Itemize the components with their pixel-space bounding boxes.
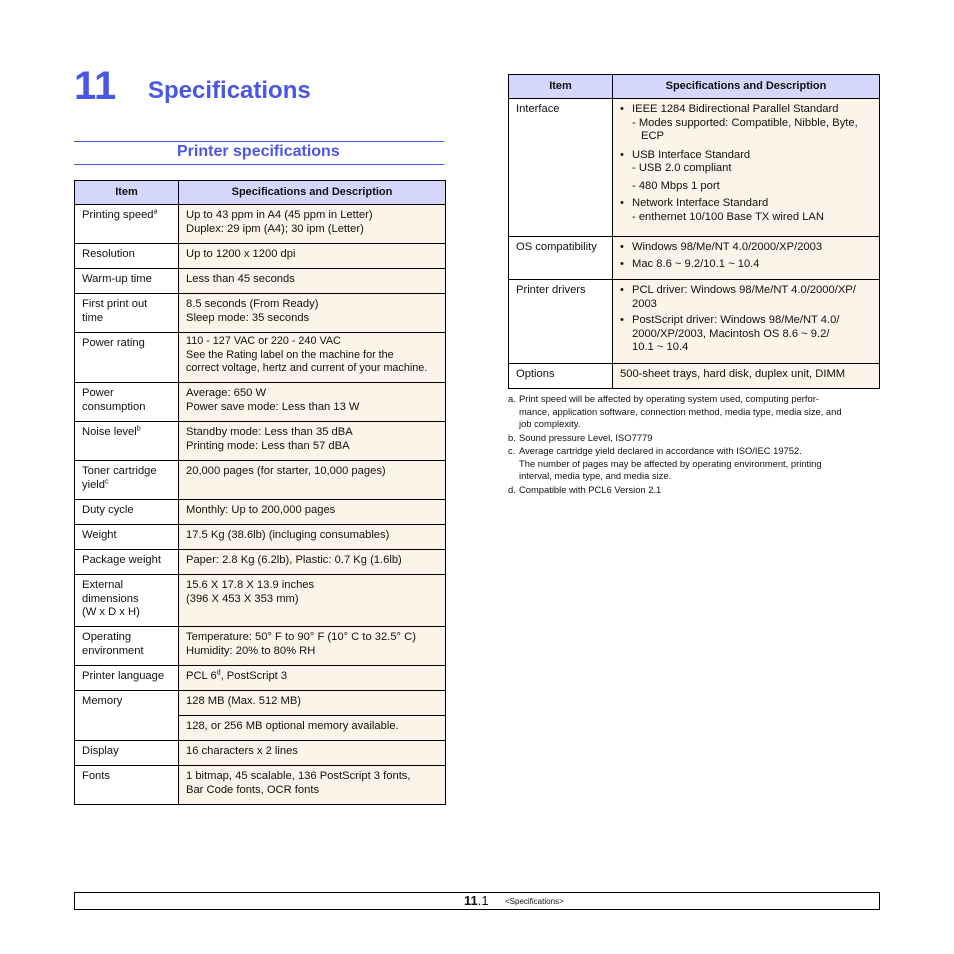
section-header [74,141,444,165]
list-item: • PCL driver: Windows 98/Me/NT 4.0/2000/XP/ 2003 [620,284,874,311]
row-value: 500-sheet trays, hard disk, duplex unit, DIMM [613,364,880,389]
table-row [75,766,446,805]
row-label: Printer language [75,666,179,691]
table-row [75,205,446,244]
table-row [75,500,446,525]
row-label: Options [509,364,613,389]
row-value: 110 - 127 VAC or 220 - 240 VAC See the Rating label on the machine for the correct voltage, hertz and current of your machine. [179,333,446,383]
table-row [75,244,446,269]
table-row [509,280,880,364]
table-row [509,364,880,389]
row-value: 128, or 256 MB optional memory available. [179,716,446,741]
row-value: 20,000 pages (for starter, 10,000 pages) [179,461,446,500]
interface-spec-table [508,74,880,389]
row-label: First print out time [75,294,179,333]
row-label: Resolution [75,244,179,269]
chapter-title: Specifications [148,77,311,104]
table-row [75,525,446,550]
footer-breadcrumb: <Specifications> [505,897,564,906]
row-value: Paper: 2.8 Kg (6.2lb), Plastic: 0.7 Kg (1.6lb) [179,550,446,575]
list-item: • Windows 98/Me/NT 4.0/2000/XP/2003 [620,241,874,255]
row-value: 16 characters x 2 lines [179,741,446,766]
row-value: PCL 6$^d$, PostScript 3 [179,666,446,691]
table-row [75,666,446,691]
table-row [75,383,446,422]
row-label: Warm-up time [75,269,179,294]
row-label: Printer drivers [509,280,613,364]
table-row [75,422,446,461]
row-value: 15.6 X 17.8 X 13.9 inches (396 X 453 X 353 mm) [179,575,446,627]
row-label: Weight [75,525,179,550]
table-header-row [75,181,446,205]
list-item: • Network Interface Standard - enthernet 10/100 Base TX wired LAN [620,197,874,224]
row-label: Display [75,741,179,766]
row-value [613,280,880,364]
footnote-c: c. Average cartridge yield declared in accordance with ISO/IEC 19752. The number of pages may be affected by operating environment, printing interval, media type, and media size. [508,445,822,481]
row-label: Toner cartridge yield$^c$ [75,461,179,500]
table-row [75,333,446,383]
row-value: 17.5 Kg (38.6lb) (incluging consumables) [179,525,446,550]
header-item: Item [509,75,613,99]
chapter-number: 11 [74,64,117,108]
row-label: Memory [75,691,179,741]
page-number: 11.1 [464,893,489,908]
row-label: Duty cycle [75,500,179,525]
table-row [75,269,446,294]
row-label: Fonts [75,766,179,805]
table-row [75,550,446,575]
list-item: • IEEE 1284 Bidirectional Parallel Standard - Modes supported: Compatible, Nibble, Byte, ECP [620,103,874,144]
row-label: Power consumption [75,383,179,422]
header-item: Item [75,181,179,205]
header-spec: Specifications and Description [179,181,446,205]
row-label: Operating environment [75,627,179,666]
row-value: 1 bitmap, 45 scalable, 136 PostScript 3 fonts, Bar Code fonts, OCR fonts [179,766,446,805]
footnote-a: a. Print speed will be affected by operating system used, computing perfor- mance, application software, connection method, media type, media size, and job complexity. [508,393,842,429]
page-footer [74,892,880,910]
row-value [613,237,880,280]
table-row [75,294,446,333]
footnote-d: d. Compatible with PCL6 Version 2.1 [508,483,662,495]
row-value: Monthly: Up to 200,000 pages [179,500,446,525]
row-value: 128 MB (Max. 512 MB) [179,691,446,716]
footnote-b: b. Sound pressure Level, ISO7779 [508,431,653,443]
row-label: Interface [509,99,613,237]
table-row [75,461,446,500]
row-label: OS compatibility [509,237,613,280]
table-row [75,741,446,766]
row-value: Up to 1200 x 1200 dpi [179,244,446,269]
table-row [509,99,880,237]
row-label: Noise level$^b$ [75,422,179,461]
row-value: 8.5 seconds (From Ready) Sleep mode: 35 seconds [179,294,446,333]
table-row [75,575,446,627]
header-spec: Specifications and Description [613,75,880,99]
list-item: • USB Interface Standard - USB 2.0 compliant - 480 Mbps 1 port [620,149,874,194]
row-label: External dimensions (W x D x H) [75,575,179,627]
section-title: Printer specifications [177,143,340,160]
row-label: Printing speed$^a$ [75,205,179,244]
table-header-row [509,75,880,99]
list-item: • PostScript driver: Windows 98/Me/NT 4.0/ 2000/XP/2003, Macintosh OS 8.6 ~ 9.2/ 10.1 ~ 10.4 [620,314,874,355]
row-value: Standby mode: Less than 35 dBA Printing mode: Less than 57 dBA [179,422,446,461]
row-value: Temperature: 50° F to 90° F (10° C to 32.5° C) Humidity: 20% to 80% RH [179,627,446,666]
row-label: Package weight [75,550,179,575]
table-row [509,237,880,280]
row-value [613,99,880,237]
row-label: Power rating [75,333,179,383]
list-item: • Mac 8.6 ~ 9.2/10.1 ~ 10.4 [620,258,874,272]
footnotes [508,393,880,497]
row-value: Average: 650 W Power save mode: Less than 13 W [179,383,446,422]
table-row [75,627,446,666]
row-value: Less than 45 seconds [179,269,446,294]
printer-spec-table [74,180,446,805]
row-value: Up to 43 ppm in A4 (45 ppm in Letter) Duplex: 29 ipm (A4); 30 ipm (Letter) [179,205,446,244]
table-row [75,691,446,716]
